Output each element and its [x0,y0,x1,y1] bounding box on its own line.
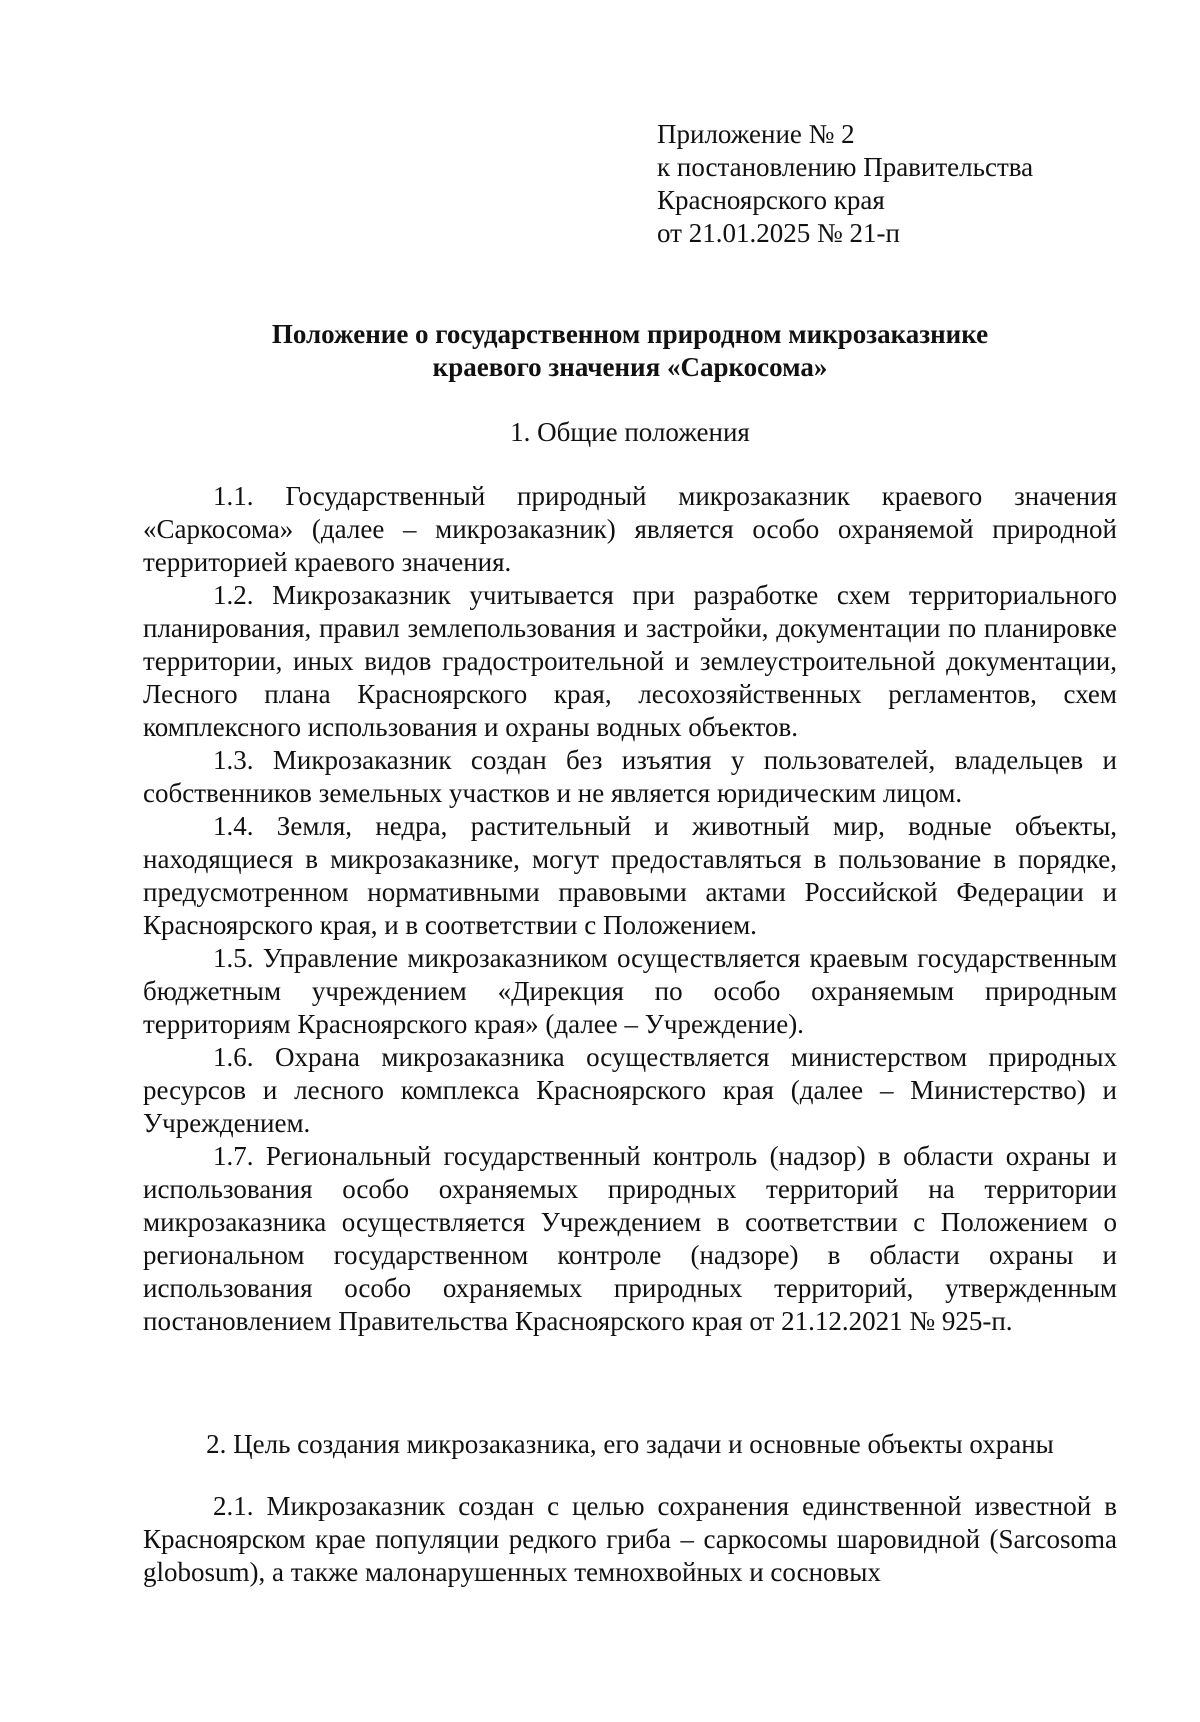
document-title-line-2: краевого значения «Саркосома» [432,352,828,382]
section-2-heading: 2. Цель создания микрозаказника, его задачи и основные объекты охраны [206,1429,1054,1459]
appendix-number: Приложение № 2 [657,119,855,149]
appendix-block [657,118,1033,250]
appendix-region: Красноярского края [657,185,885,215]
paragraph-1-7: 1.7. Региональный государственный контроль (надзор) в области охраны и использования особо охраняемых природных территорий на территории микрозаказника осуществляется Учреждением в соответствии с Положением о региональном государственном контроле (надзоре) в области охраны и использования особо охраняемых природных территорий, утвержденным постановлением Правительства Красноярского края от 21.12.2021 № 925-п. [143,1141,1117,1336]
section-1-heading: 1. Общие положения [510,417,750,447]
document-title-line-1: Положение о государственном природном микрозаказнике [271,319,989,349]
paragraph-2-1: 2.1. Микрозаказник создан с целью сохранения единственной известной в Красноярском крае популяции редкого гриба – саркосомы шаровидной (Sarcosoma globosum), а также малонарушенных темнохвойных и сосновых [143,1491,1117,1587]
paragraph-1-6: 1.6. Охрана микрозаказника осуществляется министерством природных ресурсов и лесного комплекса Красноярского края (далее – Министерство) и Учреждением. [143,1042,1117,1138]
section-2-body [143,1490,1117,1589]
appendix-date: от 21.01.2025 № 21-п [657,218,900,248]
section-1-body [143,480,1117,1338]
paragraph-1-1: 1.1. Государственный природный микрозаказник краевого значения «Саркосома» (далее – микрозаказник) является особо охраняемой природной территорией краевого значения. [143,481,1117,577]
paragraph-1-2: 1.2. Микрозаказник учитывается при разработке схем территориального планирования, правил землепользования и застройки, документации по планировке территории, иных видов градостроительной и землеустроительной документации, Лесного плана Красноярского края, лесохозяйственных регламентов, схем комплексного использования и охраны водных объектов. [143,580,1117,742]
document-title [140,318,1120,384]
paragraph-1-3: 1.3. Микрозаказник создан без изъятия у пользователей, владельцев и собственников земельных участков и не является юридическим лицом. [143,745,1117,808]
paragraph-1-5: 1.5. Управление микрозаказником осуществляется краевым государственным бюджетным учреждением «Дирекция по особо охраняемым природным территориям Красноярского края» (далее – Учреждение). [143,943,1117,1039]
appendix-reference: к постановлению Правительства [657,152,1034,182]
paragraph-1-4: 1.4. Земля, недра, растительный и животный мир, водные объекты, находящиеся в микрозаказнике, могут предоставляться в пользование в порядке, предусмотренном нормативными правовыми актами Российской Федерации и Красноярского края, и в соответствии с Положением. [143,811,1117,940]
